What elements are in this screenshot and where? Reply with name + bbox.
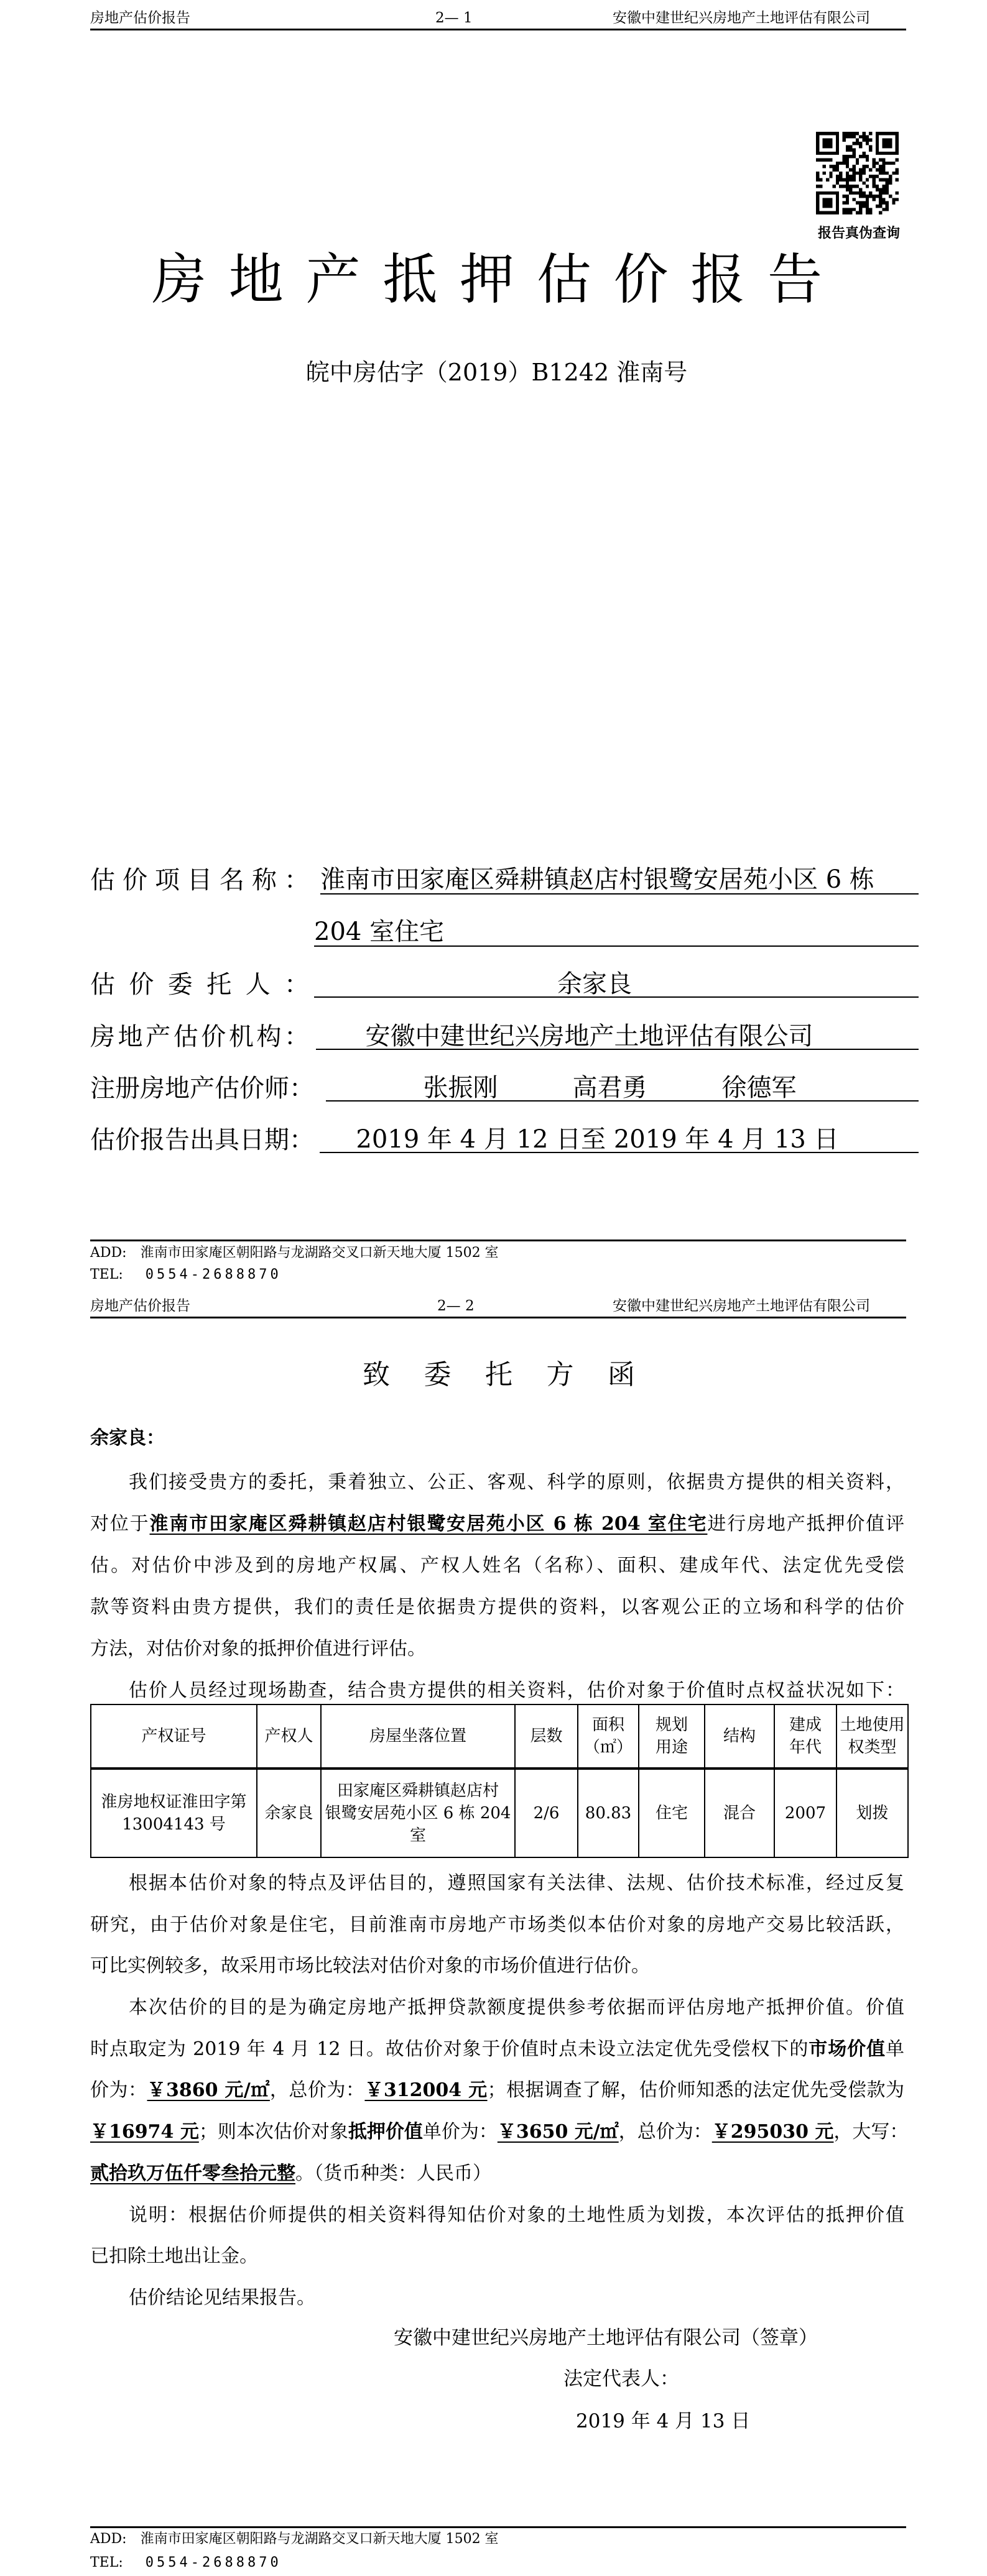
report-date-value: 2019 年 4 月 12 日至 2019 年 4 月 13 日 [320,1126,919,1153]
table-row [91,1769,908,1857]
paragraph-line [90,2029,904,2071]
salutation: 余家良： [90,1427,165,1449]
paragraph-line [90,2278,904,2319]
emphasized-text: ￥312004 元 [364,2079,488,2102]
text-segment: 对位于 [90,1513,150,1535]
paragraph-line [90,1586,904,1628]
header-company: 安徽中建世纪兴房地产土地评估有限公司 [613,1298,870,1314]
letter-title: 致委托方函 [363,1359,635,1391]
paragraph-line [90,1863,904,1905]
tel-label: TEL: [90,1267,123,1282]
agency-label: 房地产估价机构： [90,1023,309,1051]
header-rule [90,1317,906,1318]
report-title: 房地产抵押估价报告 [152,247,822,311]
table-cell: 淮房地权证淮田字第 13004143 号 [91,1769,257,1857]
paragraph-line [90,2236,904,2278]
table-header-cell: 面积 （㎡） [578,1704,639,1769]
paragraph-line [90,1461,904,1503]
footer-address [90,2531,499,2547]
text-segment: 研究，由于估价对象是住宅，目前淮南市房地产市场类似本估价对象的房地产交易比较活跃， [90,1913,904,1936]
emphasized-text: 淮南市田家庵区舜耕镇赵店村银鹭安居苑小区 6 栋 204 室住宅 [149,1513,708,1535]
footer-tel [90,1267,282,1283]
text-segment: 进行房地产抵押价值评 [707,1513,905,1535]
property-rights-table [90,1704,909,1858]
table-header-cell: 层数 [515,1704,578,1769]
text-segment: 款等资料由贵方提供，我们的责任是依据贵方提供的资料，以客观公正的立场和科学的估价 [90,1596,904,1618]
text-segment: 估。对估价中涉及到的房地产权属、产权人姓名（名称）、面积、建成年代、法定优先受偿 [90,1555,904,1576]
header-left-title: 房地产估价报告 [90,1298,190,1314]
text-segment: 可比实例较多，故采用市场比较法对估价对象的市场价值进行估价。 [90,1955,650,1977]
text-segment: 价为： [90,2079,147,2102]
text-segment: 已扣除土地出让金。 [90,2245,258,2268]
report-number: 皖中房估字（2019）B1242 淮南号 [305,359,688,386]
table-cell: 2/6 [515,1769,578,1857]
table-cell: 混合 [705,1769,774,1857]
agency-value: 安徽中建世纪兴房地产土地评估有限公司 [316,1023,919,1050]
text-segment: 我们接受贵方的委托，秉着独立、公正、客观、科学的原则，依据贵方提供的相关资料， [129,1471,904,1493]
table-cell: 2007 [774,1769,836,1857]
table-cell: 田家庵区舜耕镇赵店村 银鹭安居苑小区 6 栋 204 室 [321,1769,515,1857]
client-value: 余家良 [314,970,919,998]
letter-body-part1 [90,1461,904,1711]
paragraph-line [90,2070,904,2112]
table-cell: 划拨 [836,1769,908,1857]
project-name-label: 估价项目名称： [90,866,309,895]
letter-body-part2 [90,1863,909,2319]
table-header-row [91,1704,908,1769]
header-left-title: 房地产估价报告 [90,10,190,26]
text-segment: 单价为： [422,2121,498,2143]
paragraph-line [90,2112,909,2153]
qr-code-icon [816,132,899,214]
text-segment: 。（货币种类：人民币） [295,2162,491,2184]
table-header-cell: 房屋坐落位置 [321,1704,515,1769]
paragraph-line [90,1946,904,1987]
address-label: ADD: [90,1245,127,1261]
project-name-value-line2: 204 室住宅 [314,918,919,947]
legal-representative-label: 法定代表人： [563,2368,679,2390]
table-header-cell: 建成 年代 [774,1704,836,1769]
letter-date: 2019 年 4 月 13 日 [576,2410,751,2432]
table-cell: 余家良 [257,1769,321,1857]
footer-rule [90,2526,906,2528]
text-segment: 说明：根据估价师提供的相关资料得知估价对象的土地性质为划拨，本次评估的抵押价值 [129,2204,904,2226]
emphasized-text: 抵押价值 [348,2121,423,2143]
tel-number: 0554-2688870 [145,1267,282,1282]
text-segment: 本次估价的目的是为确定房地产抵押贷款额度提供参考依据而评估房地产抵押价值。价值 [129,1997,904,2019]
emphasized-text: 市场价值 [809,2038,886,2060]
table-header-cell: 产权证号 [91,1704,257,1769]
text-segment: ；则本次估价对象 [198,2121,348,2143]
emphasized-text: 贰拾玖万伍仟零叁拾元整 [90,2162,295,2184]
paragraph-line [90,1628,904,1670]
project-name-value-line1: 淮南市田家庵区舜耕镇赵店村银鹭安居苑小区 6 栋 [320,866,919,895]
text-segment: 时点取定为 2019 年 4 月 12 日。故估价对象于价值时点未设立法定优先受偿权下的 [90,2038,809,2060]
company-signature: 安徽中建世纪兴房地产土地评估有限公司（签章） [394,2327,818,2349]
text-segment: 单 [886,2038,905,2060]
emphasized-text: ￥3650 元/㎡ [497,2121,619,2143]
appraiser-names: 张振刚 高君勇 徐德军 [326,1074,919,1102]
table-header-cell: 产权人 [257,1704,321,1769]
tel-number: 0554-2688870 [145,2555,282,2570]
address-text: 淮南市田家庵区朝阳路与龙湖路交叉口新天地大厦 1502 室 [140,1245,499,1261]
paragraph-line [90,1905,904,1946]
address-text: 淮南市田家庵区朝阳路与龙湖路交叉口新天地大厦 1502 室 [140,2531,499,2547]
paragraph-line [90,2195,904,2237]
client-label: 估价委托人： [90,970,309,999]
paragraph-line [90,1987,904,2029]
paragraph-line [90,2153,904,2195]
emphasized-text: ￥295030 元 [711,2121,834,2143]
paragraph-line [90,1545,904,1586]
qr-caption: 报告真伪查询 [817,225,900,241]
table-cell: 住宅 [639,1769,705,1857]
table-cell: 80.83 [578,1769,639,1857]
text-segment: ，总价为： [269,2079,365,2102]
text-segment: ，总价为： [618,2121,712,2143]
tel-label: TEL: [90,2555,123,2570]
footer-tel [90,2555,282,2571]
emphasized-text: ￥3860 元/㎡ [147,2079,270,2102]
emphasized-text: ￥16974 元 [90,2121,199,2143]
header-page-number: 2— 1 [435,10,473,26]
footer-address [90,1245,499,1261]
appraiser-label: 注册房地产估价师： [90,1074,314,1103]
text-segment: 估价人员经过现场勘查，结合贵方提供的相关资料，估价对象于价值时点权益状况如下： [129,1680,904,1701]
footer-rule [90,1240,906,1241]
text-segment: 估价结论见结果报告。 [129,2286,315,2309]
paragraph-line [90,1503,904,1545]
header-page-number: 2— 2 [437,1298,475,1314]
table-header-cell: 规划 用途 [639,1704,705,1769]
table-header-cell: 土地使用 权类型 [836,1704,908,1769]
text-segment: ，大写： [833,2121,909,2143]
report-date-label: 估价报告出具日期： [90,1126,314,1154]
text-segment: 方法，对估价对象的抵押价值进行评估。 [90,1638,426,1660]
table-header-cell: 结构 [705,1704,774,1769]
address-label: ADD: [90,2531,127,2547]
text-segment: 根据本估价对象的特点及评估目的，遵照国家有关法律、法规、估价技术标准，经过反复 [129,1872,904,1894]
header-company: 安徽中建世纪兴房地产土地评估有限公司 [613,10,870,26]
header-rule [90,29,906,30]
text-segment: ；根据调查了解，估价师知悉的法定优先受偿款为 [487,2079,905,2102]
